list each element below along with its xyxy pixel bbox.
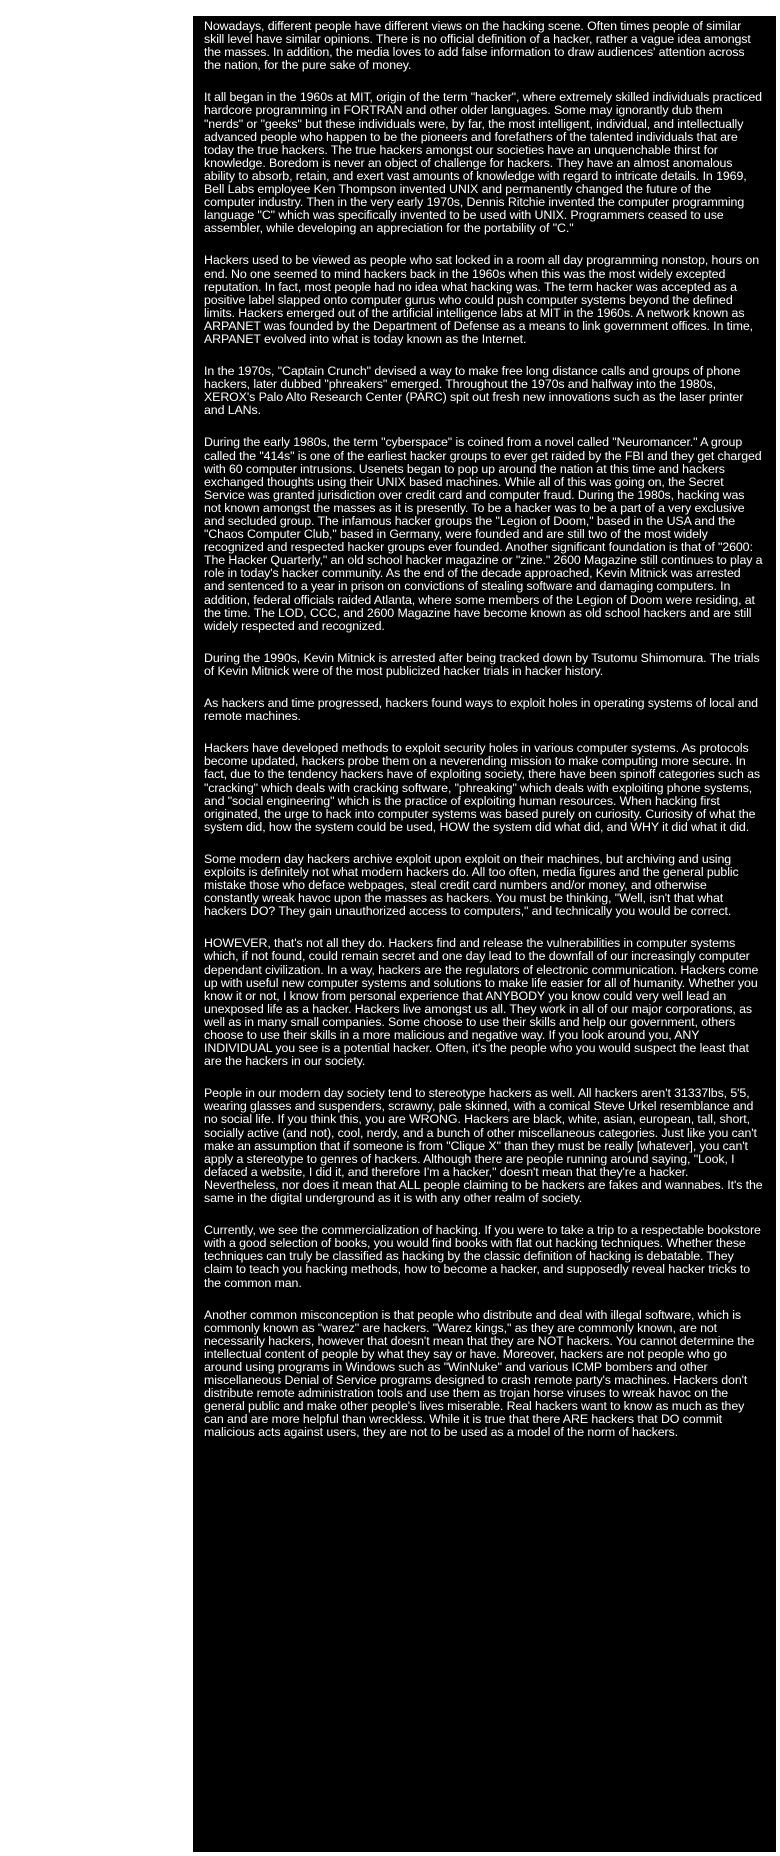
article-paragraph: Some modern day hackers archive exploit upon exploit on their machines, but archiving and using exploits is definitely not what modern hackers do. All too often, media figures and the general public mistake those who deface webpages, steal credit card numbers and/or money, and otherwise constantly wreak havoc upon the masses as hackers. You must be thinking, "Well, isn't that what hackers DO? They gain unauthorized access to computers," and technically you would be correct. [204, 851, 739, 919]
article-paragraph: Currently, we see the commercialization of hacking. If you were to take a trip to a respectable bookstore with a good selection of books, you would find books with flat out hacking techniques. Whether these techniques can truly be classified as hacking by the classic definition of hacking is debatable. They claim to teach you hacking methods, how to become a hacker, and supposedly reveal hacker tricks to the common man. [204, 1223, 761, 1290]
article-paragraph: In the 1970s, "Captain Crunch" devised a way to make free long distance calls and groups of phone hackers, later dubbed "phreakers" emerged. Throughout the 1970s and halfway into the 1980s, XEROX's Palo Alto Research Center (PARC) spit out fresh new innovations such as the laser printer and LANs. [204, 364, 744, 418]
article-paragraph: HOWEVER, that's not all they do. Hackers find and release the vulnerabilities in computer systems which, if not found, could remain secret and one day lead to the downfall of our increasingly computer dependant civilization. In a way, hackers are the regulators of electronic communication. Hackers come up with useful new computer systems and solutions to make life easier for all of humanity. Whether you know it or not, I know from personal experience that ANYBODY you know could very well lead an unexposed life as a hacker. Hackers live amongst us all. They work in all of our major corporations, as well as in many small companies. Some choose to use their skills and help our government, others choose to use their skills in a more malicious and negative way. If you look around you, ANY INDIVIDUAL you see is a potential hacker. Often, it's the people who you would suspect the least that are the hackers in our society. [204, 936, 759, 1069]
article-paragraph: As hackers and time progressed, hackers found ways to exploit holes in operating systems of local and remote machines. [204, 696, 758, 724]
article-paragraph: Hackers have developed methods to exploit security holes in various computer systems. As protocols become updated, hackers probe them on a neverending mission to make computing more secure. In fact, due to the tendency hackers have of exploiting society, there have been spinoff categories such as "cracking" which deals with cracking software, "phreaking" which deals with exploiting phone systems, and "social engineering" which is the practice of exploiting human resources. When hacking first originated, the urge to hack into computer systems was based purely on curiosity. Curiosity of what the system did, how the system could be used, HOW the system did what did, and WHY it did what it did. [204, 741, 761, 834]
article-paragraph: It all began in the 1960s at MIT, origin of the term "hacker", where extremely skilled individuals practiced hardcore programming in FORTRAN and other older languages. Some may ignorantly dub them "nerds" or "geeks" but these individuals were, by far, the most intelligent, individual, and intellectually advanced people who happen to be the pioneers and forefathers of the talented individuals that are today the true hackers. The true hackers amongst our societies have an unquenchable thirst for knowledge. Boredom is never an object of challenge for hackers. They have an almost anomalous ability to absorb, retain, and exert vast amounts of knowledge with regard to intricate details. In 1969, Bell Labs employee Ken Thompson invented UNIX and permanently changed the future of the computer industry. Then in the very early 1970s, Dennis Ritchie invented the computer programming language "C" which was specifically invented to be used with UNIX. Programmers ceased to use assembler, while developing an appreciation for the portability of "C." [204, 90, 762, 236]
article-paragraph: During the early 1980s, the term "cyberspace" is coined from a novel called "Neuromancer." A group called the "414s" is one of the earliest hacker groups to ever get raided by the FBI and they get charged with 60 computer intrusions. Usenets began to pop up around the nation at this time and hackers exchanged thoughts using their UNIX based machines. While all of this was going on, the Secret Service was granted jurisdiction over credit card and computer fraud. During the 1980s, hacking was not known amongst the masses as it is presently. To be a hacker was to be a part of a very exclusive and secluded group. The infamous hacker groups the "Legion of Doom," based in the USA and the "Chaos Computer Club," based in Germany, were founded and are still two of the most widely recognized and respected hacker groups ever founded. Another significant foundation is that of "2600: The Hacker Quarterly," an old school hacker magazine or "zine." 2600 Magazine still continues to play a role in today's hacker community. As the end of the decade approached, Kevin Mitnick was arrested and sentenced to a year in prison on convictions of stealing software and damaging computers. In addition, federal officials raided Atlanta, where some members of the Legion of Doom were residing, at the time. The LOD, CCC, and 2600 Magazine have become known as old school hackers and are still widely respected and recognized. [204, 435, 763, 633]
article-paragraph: During the 1990s, Kevin Mitnick is arrested after being tracked down by Tsutomu Shimomura. The trials of Kevin Mitnick were of the most publicized hacker trials in hacker history. [204, 650, 760, 678]
article-paragraph: People in our modern day society tend to stereotype hackers as well. All hackers aren't 31337lbs, 5'5, wearing glasses and suspenders, scrawny, pale skinned, with a comical Steve Urkel resemblance and no social life. If you think this, you are WRONG. Hackers are black, white, asian, european, tall, short, socially active (and not), cool, nerdy, and a bunch of other miscellaneous categories. Just like you can't make an assumption that if someone is from "Clique X" than they must be really [whatever], you can't apply a stereotype to genres of hackers. Although there are people running around saying, "Look, I defaced a website, I did it, and therefore I'm a hacker," doesn't mean that they're a hacker. Nevertheless, nor does it mean that ALL people claiming to be hackers are fakes and wannabes. It's the same in the digital underground as it is with any other realm of society. [204, 1086, 763, 1206]
article-paragraph: Another common misconception is that people who distribute and deal with illegal software, which is commonly known as "warez" are hackers. "Warez kings," as they are commonly known, are not necessarily hackers, however that doesn't mean that they are NOT hackers. You cannot determine the intellectual content of people by what they say or have. Moreover, hackers are not people who go around using programs in Windows such as "WinNuke" and various ICMP bombers and other miscellaneous Denial of Service programs designed to crash remote party's machines. Hackers don't distribute remote administration tools and use them as trojan horse viruses to wreak havoc on the general public and make other people's lives miserable. Real hackers want to know as much as they can and are more helpful than wreckless. While it is true that there ARE hackers that DO commit malicious acts against users, they are not to be used as a model of the norm of hackers. [204, 1307, 755, 1440]
article-paragraph: Nowadays, different people have different views on the hacking scene. Often times people of similar skill level have similar opinions. There is no official definition of a hacker, rather a vague idea amongst the masses. In addition, the media loves to add false information to draw audiences' attention across the nation, for the pure sake of money. [204, 19, 751, 73]
article-panel [193, 16, 776, 1852]
article-paragraph: Hackers used to be viewed as people who sat locked in a room all day programming nonstop, hours on end. No one seemed to mind hackers back in the 1960s when this was the most widely excepted reputation. In fact, most people had no idea what hacking was. The term hacker was accepted as a positive label slapped onto computer gurus who could push computer systems beyond the defined limits. Hackers emerged out of the artificial intelligence labs at MIT in the 1960s. A network known as ARPANET was founded by the Department of Defense as a means to link government offices. In time, ARPANET evolved into what is today known as the Internet. [204, 253, 759, 346]
